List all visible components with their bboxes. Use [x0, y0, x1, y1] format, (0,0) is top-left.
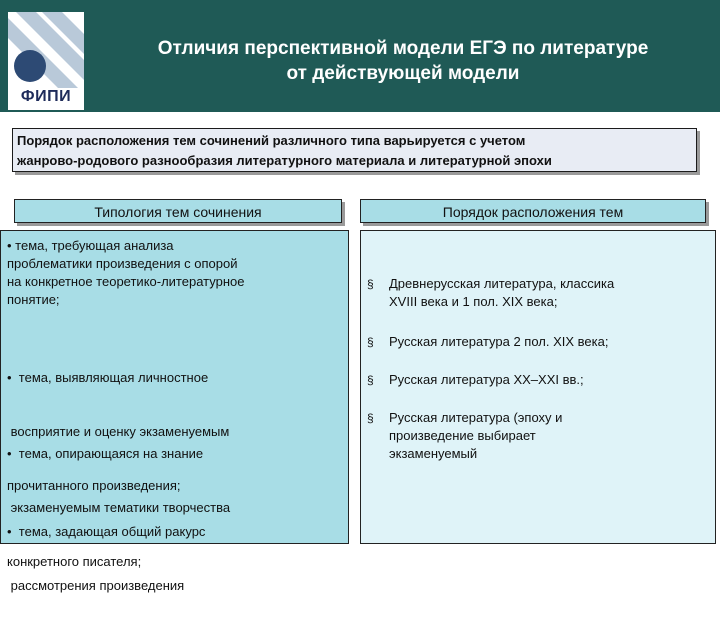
- intro-line-2: жанрово-родового разнообразия литературного материала и литературной эпохи: [17, 153, 552, 168]
- fipi-logo: [8, 12, 84, 110]
- logo-emblem-icon: [8, 12, 84, 88]
- list-item: § Древнерусская литература, классика XVIII века и 1 пол. XIX века;: [367, 276, 615, 309]
- page-title: [86, 36, 720, 86]
- list-item: • тема, задающая общий ракурс рассмотрения произведения: [7, 524, 206, 593]
- list-item: • тема, требующая анализа проблематики произведения с опорой на конкретное теоретико-литературное понятие;: [7, 238, 245, 307]
- right-column-heading: Порядок расположения тем: [360, 199, 706, 223]
- logo-text: ФИПИ: [20, 88, 72, 105]
- intro-line-1: Порядок расположения тем сочинений различного типа варьируется с учетом: [17, 133, 526, 148]
- section-bullet-icon: §: [367, 373, 374, 387]
- list-item: • тема, выявляющая личностное восприятие и оценку экзаменуемым прочитанного произведения;: [7, 370, 230, 493]
- section-bullet-icon: §: [367, 277, 374, 291]
- left-column-heading: Типология тем сочинения: [14, 199, 342, 223]
- title-line-2: от действующей модели: [286, 63, 520, 84]
- section-bullet-icon: §: [367, 335, 374, 349]
- list-item: § Русская литература (эпоху и произведение выбирает экзаменуемый: [367, 410, 563, 461]
- section-bullet-icon: §: [367, 411, 374, 425]
- list-item: § Русская литература 2 пол. XIX века;: [367, 334, 609, 349]
- left-column-panel: [0, 230, 349, 593]
- title-line-1: Отличия перспективной модели ЕГЭ по литературе: [157, 38, 649, 59]
- header-bar: [0, 0, 720, 112]
- right-column-panel: [360, 230, 716, 544]
- list-item: • тема, опирающаяся на знание экзаменуемым тематики творчества конкретного писателя;: [7, 446, 231, 569]
- intro-box: [12, 128, 697, 172]
- list-item: § Русская литература XX–XXI вв.;: [367, 372, 584, 387]
